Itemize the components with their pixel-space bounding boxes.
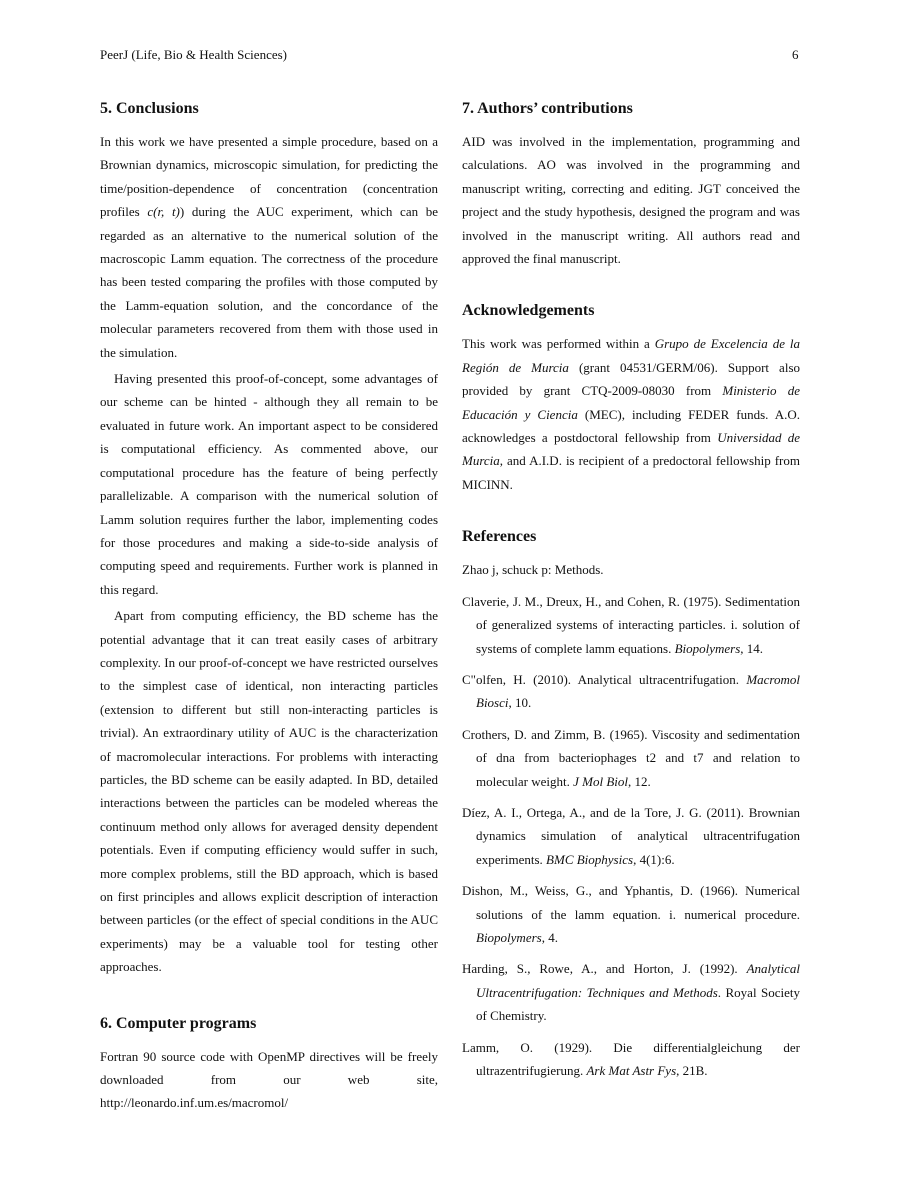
ref-text: , 10. — [508, 695, 532, 711]
left-column — [100, 98, 438, 1145]
ref-journal: J Mol Biol — [573, 773, 628, 789]
reference-item — [462, 1036, 800, 1083]
right-column — [462, 98, 800, 1112]
section-computer-programs — [100, 1013, 438, 1115]
ref-text: Harding, S., Rowe, A., and Horton, J. (1992). — [462, 961, 747, 977]
section-title-conclusions: 5. Conclusions — [100, 100, 199, 117]
ref-text: C"olfen, H. (2010). Analytical ultracentrifugation. — [462, 671, 747, 687]
ref-text: Claverie, J. M., Dreux, H., and Cohen, R. (1975). Sedimentation of generalized systems of interacting particles. i. solution of systems of complete lamm equations. — [462, 593, 800, 656]
reference-item — [462, 558, 800, 581]
running-head: PeerJ (Life, Bio & Health Sciences) — [100, 47, 287, 62]
section-acknowledgements — [462, 300, 800, 496]
ref-journal: BMC Biophysics — [546, 851, 634, 867]
text-span: (grant 04531/GERM/06). Support also provided by grant CTQ-2009-08030 from — [462, 359, 800, 399]
paragraph — [100, 130, 438, 364]
section-title-references: References — [462, 528, 537, 546]
reference-item — [462, 590, 800, 660]
ref-text: , 4. — [541, 929, 558, 945]
ref-text: , 14. — [740, 640, 764, 656]
ref-journal: Ark Mat Astr Fys — [586, 1063, 677, 1078]
math-inline: c(r, t) — [147, 204, 180, 220]
ref-journal: Analytical Ultracentrifugation: Techniques and Methods — [476, 961, 800, 1000]
paragraph: AID was involved in the implementation, programming and calculations. AO was involved in the programming and manuscript writing, correcting and editing. JGT conceived the project and the study hypothesis, designed the program and was involved in the manuscript writing. All authors read and approved the final manuscript. — [462, 134, 800, 267]
ref-text: , 21B. — [676, 1063, 708, 1078]
text-span: (MEC), including FEDER funds. A.O. acknowledges a postdoctoral fellowship from — [462, 406, 800, 446]
ref-text: Dishon, M., Weiss, G., and Yphantis, D. (1966). Numerical solutions of the lamm equation. i. numerical procedure. — [462, 883, 800, 922]
paragraph: Apart from computing efficiency, the BD scheme has the potential advantage that it can treat easily cases of arbitrary complexity. In our proof-of-concept we have restricted ourselves to the simplest case of identical, non interacting particles (extension to different but still non-interacting particles is trivial). An extraordinary utility of AUC is the characterization of macromolecular interactions. For problems with interacting particles, the BD scheme can be easily adapted. In BD, detailed interactions between the particles can be modeled whereas the continuum method only allows for averaged density dependent potentials. Even if computing efficiency would suffer in such, more complex problems, still the BD approach, which is based on first principles and allows explicit description of interaction between particles (or the effect of special conditions in the AUC experiments) may be a valuable tool for testing other approaches. — [100, 608, 438, 975]
ref-text: Lamm, O. (1929). Die differentialgleichung der ultrazentrifugierung. — [462, 1039, 800, 1078]
reference-item — [462, 668, 800, 715]
reference-item — [462, 723, 800, 793]
section-contributions — [462, 98, 800, 270]
ref-journal: Biopolymers — [476, 929, 542, 945]
paragraph — [462, 332, 800, 496]
emph: Universidad de Murcia — [462, 430, 800, 469]
reference-item — [462, 879, 800, 949]
emph: Grupo de Excelencia de la Región de Murcia — [462, 336, 800, 375]
section-references — [462, 526, 800, 1082]
reference-item — [462, 957, 800, 1027]
section-title-acknowledgements: Acknowledgements — [462, 302, 595, 320]
ref-text: Zhao j, schuck p: Methods. — [462, 562, 604, 578]
section-title-programs: 6. Computer programs — [100, 1014, 257, 1032]
ref-text: . Royal Society of Chemistry. — [476, 984, 800, 1024]
ref-text: , 4(1):6. — [633, 851, 675, 867]
paragraph: Fortran 90 source code with OpenMP directives will be freely downloaded from our web site, http://leonardo.inf.um.es/macromol/ — [100, 1048, 438, 1111]
section-title-contributions: 7. Authors’ contributions — [462, 100, 633, 117]
text-span: This work was performed within a — [462, 336, 655, 352]
paragraph: Having presented this proof-of-concept, some advantages of our scheme can be hinted - although they all remain to be evaluated in future work. An important aspect to be considered is computational efficiency. As commented above, our computational procedure has the feature of being perfectly parallelizable. A comparison with the numerical solution of Lamm solution requires further the labor, implementing codes for those procedures and making a side-to-side analysis of computing speed and requirements. Further work is planned in this regard. — [100, 371, 438, 597]
text-span: In this work we have presented a simple procedure, based on a Brownian dynamics, microscopic simulation, for predicting the time/position-dependence of concentration (concentration profiles — [100, 134, 438, 220]
reference-item — [462, 801, 800, 871]
ref-journal: Biopolymers — [674, 640, 741, 656]
ref-text: , 12. — [628, 773, 651, 789]
ref-text: Crothers, D. and Zimm, B. (1965). Viscosity and sedimentation of dna from bacteriophages t2 and t7 and relation to molecular weight. — [462, 726, 800, 789]
ref-text: Díez, A. I., Ortega, A., and de la Tore, J. G. (2011). Brownian dynamics simulation of analytical ultracentrifugation experiments. — [462, 804, 800, 867]
emph: Ministerio de Educación y Ciencia — [462, 383, 800, 422]
page-number: 6 — [792, 47, 799, 62]
section-conclusions — [100, 98, 438, 979]
text-span: ) during the AUC experiment, which can be regarded as an alternative to the numerical solution of the macroscopic Lamm equation. The correctness of the procedure has been tested comparing the profiles with those computed by the Lamm-equation solution, and the concordance of the molecular parameters recovered from them with those used in the simulation. — [100, 204, 438, 360]
text-span: , and A.I.D. is recipient of a predoctoral fellowship from MICINN. — [462, 453, 800, 492]
ref-journal: Macromol Biosci — [476, 671, 800, 711]
